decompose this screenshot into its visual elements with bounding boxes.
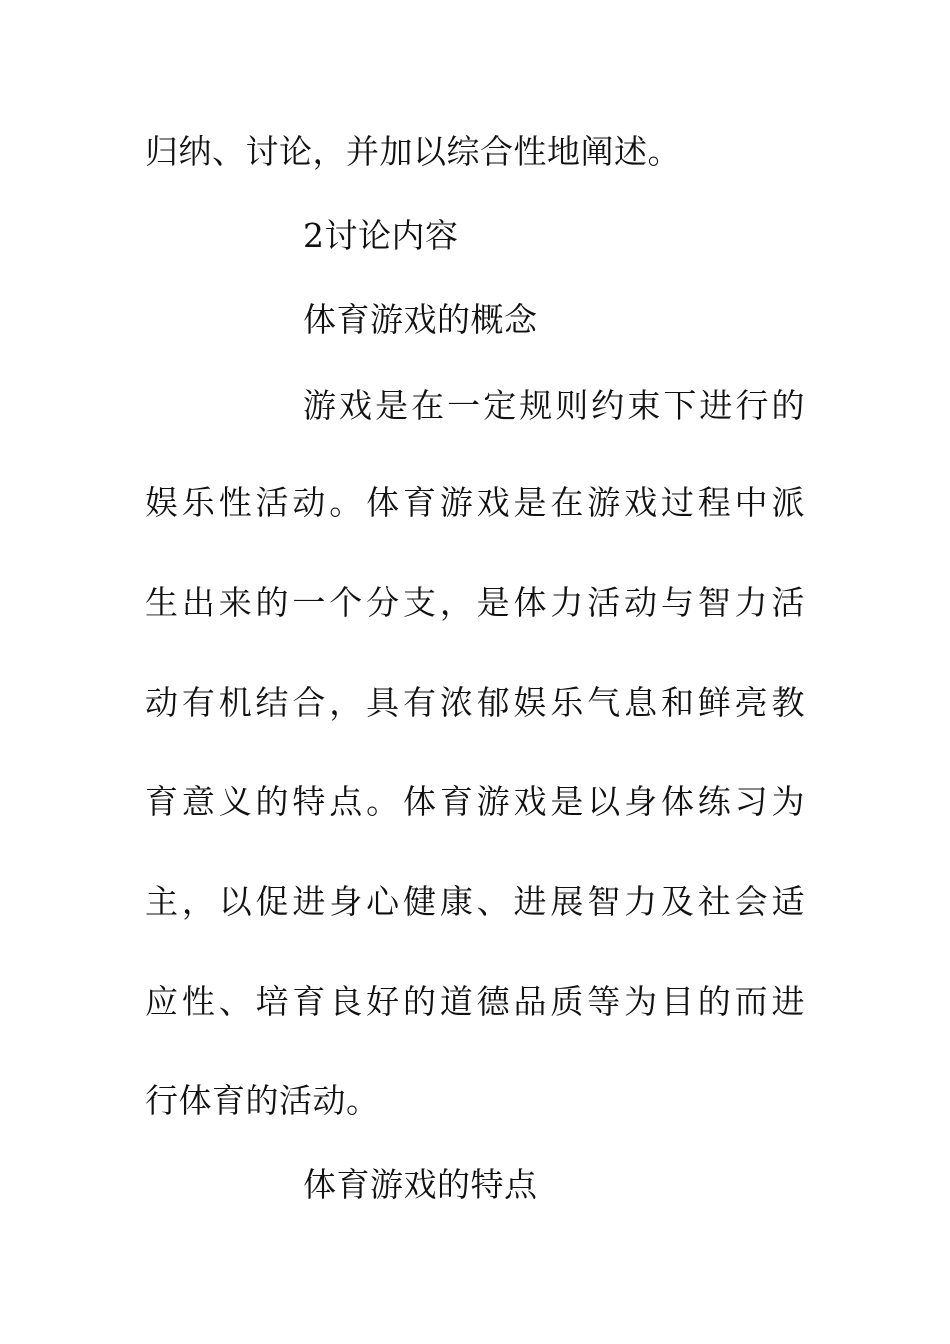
paragraph-line-end: 行体育的活动。 xyxy=(145,1081,380,1120)
paragraph-line: 娱乐性活动。体育游戏是在游戏过程中派 xyxy=(145,483,805,522)
paragraph-line: 应性、培育良好的道德品质等为目的而进 xyxy=(145,982,805,1021)
paragraph-line: 游戏是在一定规则约束下进行的 xyxy=(303,386,805,425)
subsection-heading-features: 体育游戏的特点 xyxy=(303,1165,538,1204)
paragraph-line: 育意义的特点。体育游戏是以身体练习为 xyxy=(145,782,805,821)
paragraph-line: 生出来的一个分支，是体力活动与智力活 xyxy=(145,583,805,622)
paragraph-line: 动有机结合，具有浓郁娱乐气息和鲜亮教 xyxy=(145,683,805,722)
section-heading-discussion: 2讨论内容 xyxy=(303,216,459,255)
paragraph-line: 主，以促进身心健康、进展智力及社会适 xyxy=(145,882,805,921)
paragraph-line-closing: 归纳、讨论，并加以综合性地阐述。 xyxy=(145,132,681,171)
subsection-heading-concept: 体育游戏的概念 xyxy=(303,300,538,339)
